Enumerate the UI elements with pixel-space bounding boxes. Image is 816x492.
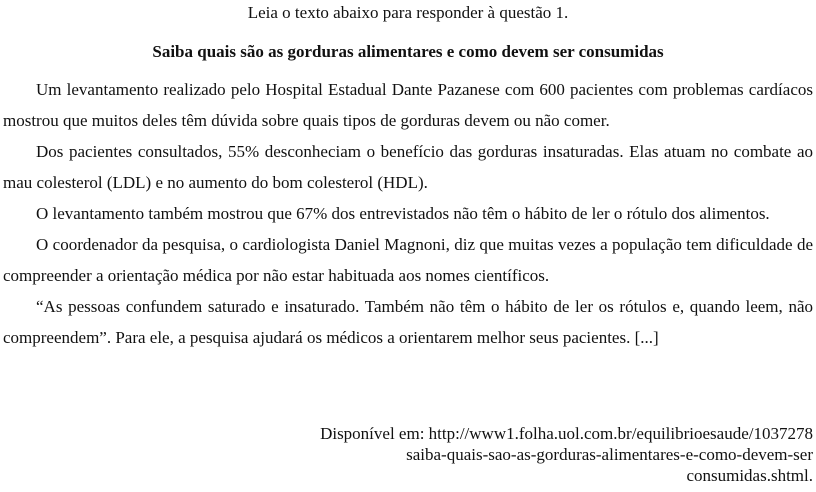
article-body — [3, 74, 813, 353]
article-paragraph-1: Um levantamento realizado pelo Hospital Estadual Dante Pazanese com 600 pacientes com problemas cardíacos mostrou que muitos deles têm dúvida sobre quais tipos de gorduras devem ou não comer. — [3, 80, 813, 130]
article-paragraph-5: “As pessoas confundem saturado e insaturado. Também não têm o hábito de ler os rótulos e, quando leem, não compreendem”. Para ele, a pesquisa ajudará os médicos a orientarem melhor seus pacientes. [...] — [3, 297, 813, 347]
source-line-1: Disponível em: http://www1.folha.uol.com.br/equilibrioesaude/1037278 — [320, 424, 813, 443]
article-paragraph-4: O coordenador da pesquisa, o cardiologista Daniel Magnoni, diz que muitas vezes a população tem dificuldade de compreender a orientação médica por não estar habituada aos nomes científicos. — [3, 235, 813, 285]
article-paragraph-3: O levantamento também mostrou que 67% dos entrevistados não têm o hábito de ler o rótulo dos alimentos. — [36, 204, 770, 223]
source-citation — [320, 423, 813, 486]
question-document — [3, 0, 813, 353]
question-instruction: Leia o texto abaixo para responder à questão 1. — [247, 3, 569, 22]
source-line-3: consumidas.shtml. — [686, 466, 813, 485]
article-paragraph-2: Dos pacientes consultados, 55% desconheciam o benefício das gorduras insaturadas. Elas atuam no combate ao mau colesterol (LDL) e no aumento do bom colesterol (HDL). — [3, 142, 813, 192]
source-line-2: saiba-quais-sao-as-gorduras-alimentares-e-como-devem-ser — [406, 445, 813, 464]
article-title: Saiba quais são as gorduras alimentares e como devem ser consumidas — [152, 42, 664, 61]
